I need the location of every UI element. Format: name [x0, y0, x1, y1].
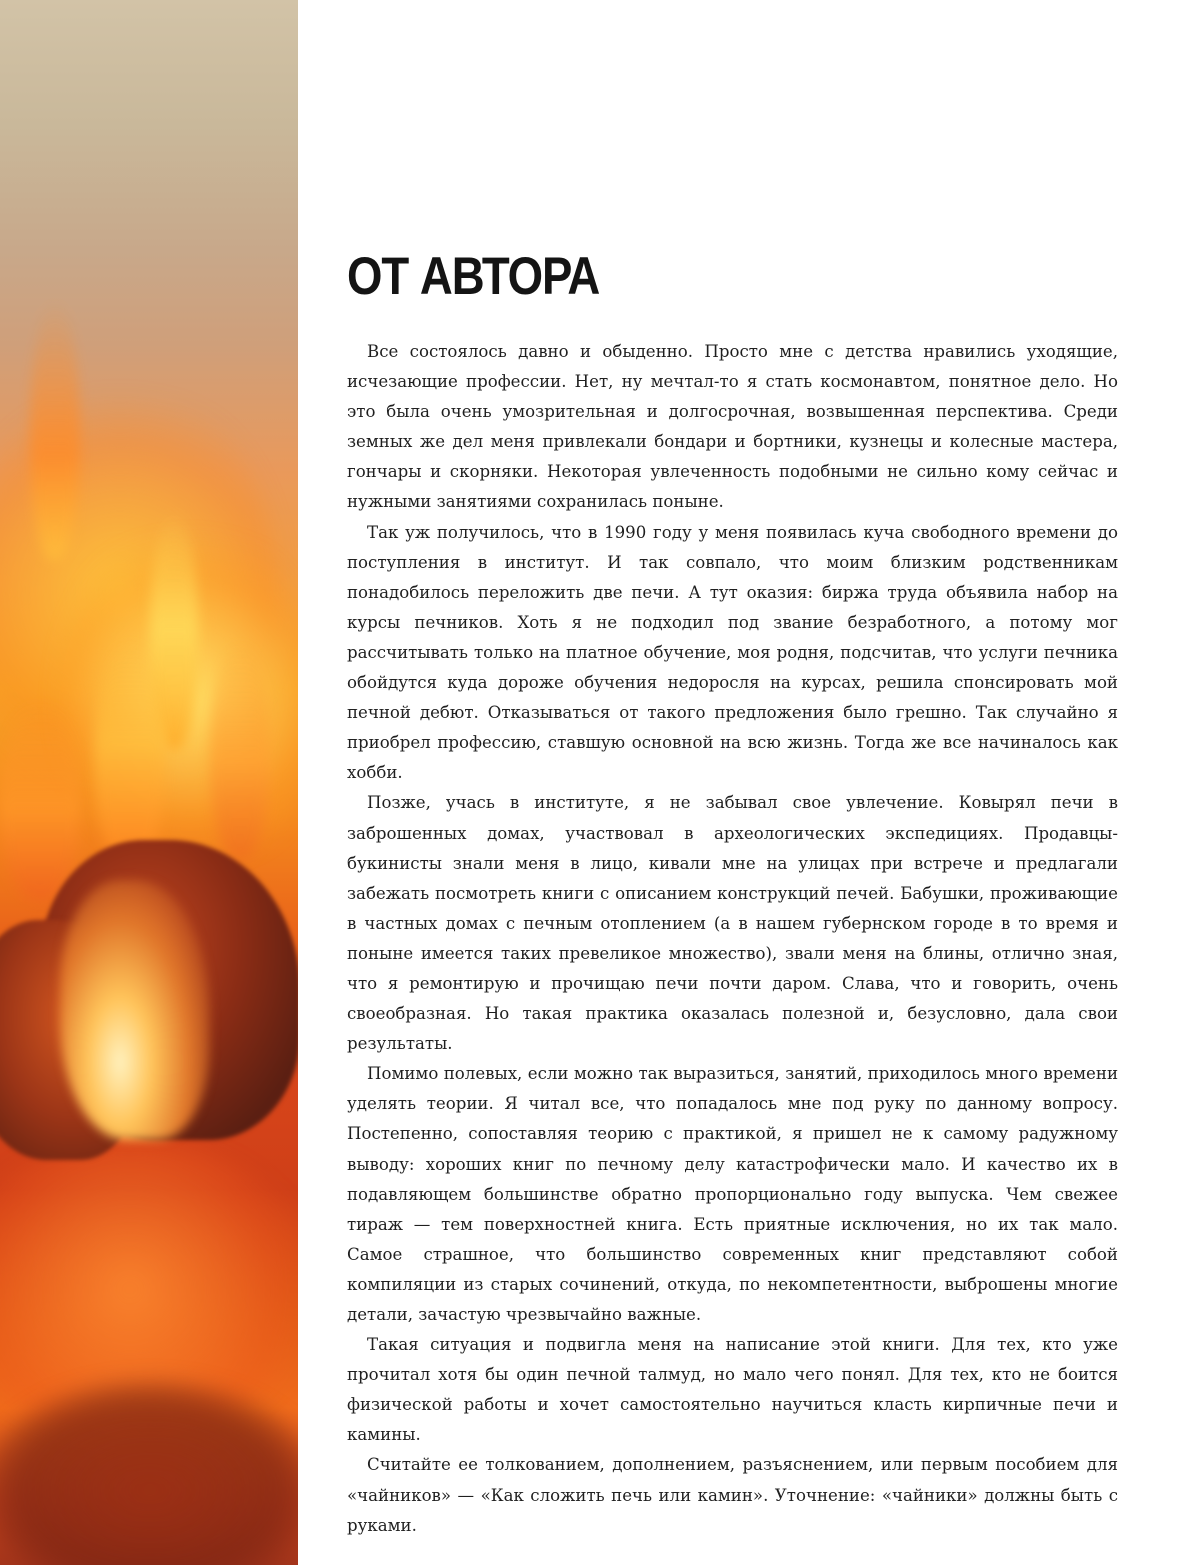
article-body: [347, 337, 1118, 1541]
paragraph: Помимо полевых, если можно так выразиться, занятий, приходилось много времени уделять теории. Я читал все, что попадалось мне под руку по данному вопросу. Постепенно, сопоставляя теорию с практикой, я пришел не к самому радужному выводу: хороших книг по печному делу катастрофически мало. И качество их в подавляющем большинстве обратно пропорционально году выпуска. Чем свежее тираж — тем поверхностней книга. Есть приятные исключения, но их так мало. Самое страшное, что большинство современных книг представляют собой компиляции из старых сочинений, откуда, по некомпетентности, выброшены многие детали, зачастую чрезвычайно важные.: [347, 1064, 1118, 1324]
paragraph: Так уж получилось, что в 1990 году у меня появилась куча свободного времени до поступления в институт. И так совпало, что моим близким родственникам понадобилось переложить две печи. А тут оказия: биржа труда объявила набор на курсы печников. Хоть я не подходил под звание безработного, а потому мог рассчитывать только на платное обучение, моя родня, подсчитав, что услуги печника обойдутся куда дороже обучения недоросля на курсах, решила спонсировать мой печной дебют. Отказываться от такого предложения было грешно. Так случайно я приобрел профессию, ставшую основной на всю жизнь. Тогда же все начиналось как хобби.: [347, 522, 1118, 783]
flame-tongue: [210, 640, 270, 860]
paragraph: Позже, учась в институте, я не забывал свое увлечение. Ковырял печи в заброшенных домах, участвовал в археологических экспедициях. Продавцы-букинисты знали меня в лицо, кивали мне на улицах при встрече и предлагали забежать посмотреть книги с описанием конструкций печей. Бабушки, проживающие в частных домах с печным отоплением (а в нашем губернском городе в то время и поныне имеется таких превеликое множество), звали меня на блины, отлично зная, что я ремонтирую и прочищаю печи почти даром. Слава, что и говорить, очень своеобразная. Но такая практика оказалась полезной и, безусловно, дала свои результаты.: [347, 793, 1118, 1054]
fire-photo-strip: [0, 0, 298, 1565]
ember-bed: [0, 1380, 298, 1565]
flame-tongue: [95, 640, 165, 870]
paragraph: Считайте ее толкованием, дополнением, разъяснением, или первым пособием для «чайников» — «Как сложить печь или камин». Уточнение: «чайники» должны быть с руками.: [347, 1455, 1118, 1535]
article: [347, 248, 1118, 1541]
flame-tongue: [0, 700, 80, 900]
flame-tongue: [30, 300, 80, 560]
paragraph: Такая ситуация и подвигла меня на написание этой книги. Для тех, кто уже прочитал хотя бы один печной талмуд, но мало чего понял. Для тех, кто не боится физической работы и хочет самостоятельно научиться класть кирпичные печи и камины.: [347, 1335, 1118, 1445]
page-title: ОТ АВТОРА: [347, 247, 600, 306]
burning-log-end: [60, 880, 210, 1140]
paragraph: Все состоялось давно и обыденно. Просто мне с детства нравились уходящие, исчезающие профессии. Нет, ну мечтал-то я стать космонавтом, понятное дело. Но это была очень умозрительная и долгосрочная, возвышенная перспектива. Среди земных же дел меня привлекали бондари и бортники, кузнецы и колесные мастера, гончары и скорняки. Некоторая увлеченность подобными не сильно кому сейчас и нужными занятиями сохранилась поныне.: [347, 342, 1118, 512]
